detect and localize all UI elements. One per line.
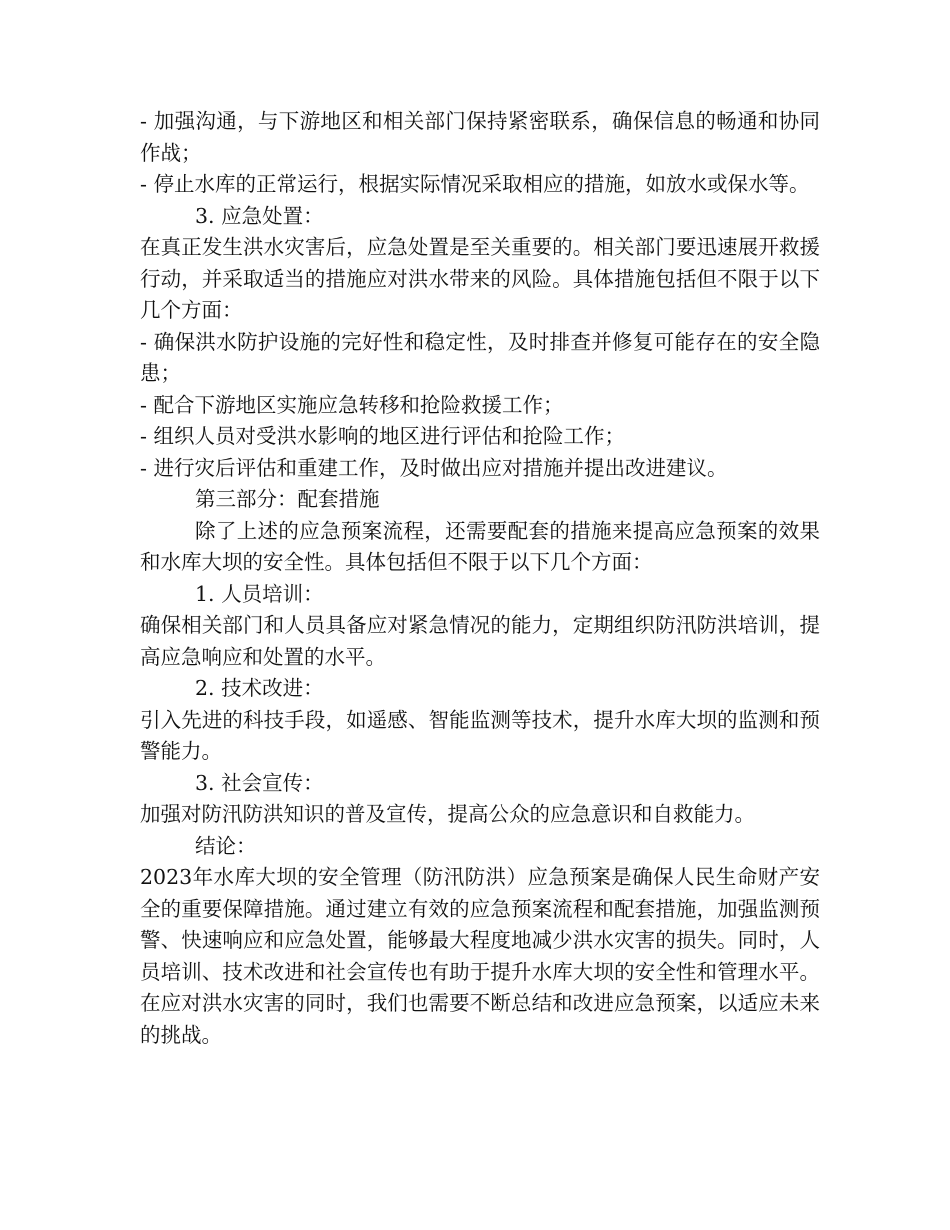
- bullet-communication: - 加强沟通，与下游地区和相关部门保持紧密联系，确保信息的畅通和协同作战；: [140, 109, 820, 165]
- bullet-reconstruction: - 进行灾后评估和重建工作，及时做出应对措施并提出改进建议。: [140, 455, 728, 480]
- heading-technical-improvement: 2. 技术改进：: [195, 676, 324, 700]
- paragraph-public-awareness: 加强对防汛防洪知识的普及宣传，提高公众的应急意识和自救能力。: [140, 802, 755, 826]
- paragraph-supporting-measures: 除了上述的应急预案流程，还需要配套的措施来提高应急预案的效果和水库大坝的安全性。具体包括但不限于以下几个方面：: [140, 518, 820, 574]
- paragraph-technical-improvement: 引入先进的科技手段，如遥感、智能监测等技术，提升水库大坝的监测和预警能力。: [140, 707, 820, 763]
- bullet-evacuation: - 配合下游地区实施应急转移和抢险救援工作；: [140, 392, 564, 417]
- heading-emergency-response: 3. 应急处置：: [195, 203, 324, 228]
- heading-public-awareness: 3. 社会宣传：: [195, 770, 324, 795]
- document-body: [140, 106, 820, 1051]
- paragraph-conclusion: 2023年水库大坝的安全管理（防汛防洪）应急预案是确保人民生命财产安全的重要保障措施。通过建立有效的应急预案流程和配套措施，加强监测预警、快速响应和应急处置，能够最大程度地减少洪水灾害的损失。同时，人员培训、技术改进和社会宣传也有助于提升水库大坝的安全性和管理水平。在应对洪水灾害的同时，我们也需要不断总结和改进应急预案，以适应未来的挑战。: [140, 865, 820, 1047]
- bullet-assessment: - 组织人员对受洪水影响的地区进行评估和抢险工作；: [140, 424, 625, 448]
- paragraph-emergency-response: 在真正发生洪水灾害后，应急处置是至关重要的。相关部门要迅速展开救援行动，并采取适当的措施应对洪水带来的风险。具体措施包括但不限于以下几个方面：: [140, 235, 820, 322]
- heading-conclusion: 结论：: [195, 833, 257, 858]
- bullet-stop-operation: - 停止水库的正常运行，根据实际情况采取相应的措施，如放水或保水等。: [140, 172, 810, 196]
- section-heading-part-three: 第三部分：配套措施: [195, 487, 380, 511]
- bullet-protection-facilities: - 确保洪水防护设施的完好性和稳定性，及时排查并修复可能存在的安全隐患；: [140, 329, 820, 385]
- paragraph-staff-training: 确保相关部门和人员具备应对紧急情况的能力，定期组织防汛防洪培训，提高应急响应和处置的水平。: [140, 613, 820, 669]
- heading-staff-training: 1. 人员培训：: [195, 581, 324, 606]
